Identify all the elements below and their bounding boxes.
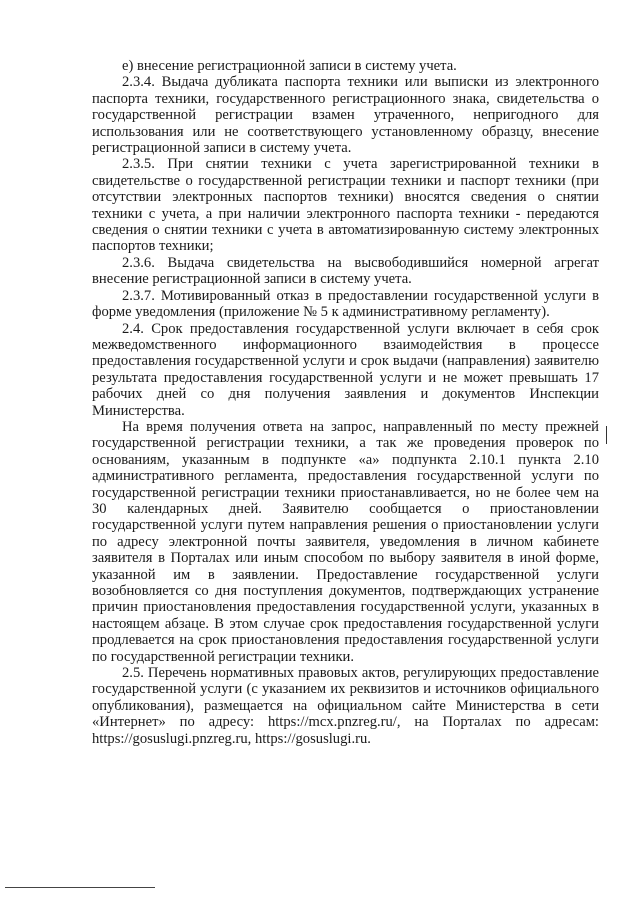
paragraph-2-5: 2.5. Перечень нормативных правовых актов, регулирующих предоставление государственной услуги (с указанием их реквизитов и источников официального опубликования), размещается на официальном сайте Министерства в сети «Интернет» по адресу: https://mcx.pnzreg.ru/, на Порталах по адресам: https://gosuslugi.pnzreg.ru, https://gosuslugi.ru. (92, 665, 599, 747)
paragraph-2-4: 2.4. Срок предоставления государственной услуги включает в себя срок межведомственного информационного взаимодействия в процессе предоставления государственной услуги и срок выдачи (направления) заявителю результата предоставления государственной услуги и не может превышать 17 рабочих дней со дня получения заявления и документов Инспекции Министерства. (92, 320, 599, 419)
paragraph-2-3-6: 2.3.6. Выдача свидетельства на высвободившийся номерной агрегат внесение регистрационной записи в систему учета. (92, 254, 599, 288)
paragraph-2-3-5: 2.3.5. При снятии техники с учета зарегистрированной техники в свидетельстве о государственной регистрации техники и паспорт техники (при отсутствии электронных паспортов техники) вносятся сведения о снятии техники с учета, а при наличии электронного паспорта техники - передаются сведения о снятии техники с учета в автоматизированную систему электронных паспортов техники; (92, 156, 599, 255)
paragraph-2-3-4: 2.3.4. Выдача дубликата паспорта техники или выписки из электронного паспорта техники, государственного регистрационного знака, свидетельства о государственной регистрации взамен утраченного, непригодного для использования или не соответствующего установленному образцу, внесение регистрационной записи в систему учета. (92, 74, 599, 157)
paragraph-suspension: На время получения ответа на запрос, направленный по месту прежней государственной регистрации техники, а так же проведения проверок по основаниям, указанным в подпункте «а» подпункта 2.10.1 пункта 2.10 административного регламента, предоставления государственной услуги по государственной регистрации техники приостанавливается, но не более чем на 30 календарных дней. Заявителю сообщается о приостановлении государственной услуги путем направления решения о приостановлении услуги по адресу электронной почты заявителя, уведомления в личном кабинете заявителя в Порталах или иным способом по выбору заявителя в иной форме, указанной им в заявлении. Предоставление государственной услуги возобновляется со дня поступления документов, подтверждающих устранение причин приостановления предоставления государственной услуги, указанных в настоящем абзаце. В этом случае срок предоставления государственной услуги продлевается на срок приостановления предоставления государственной услуги по государственной регистрации техники. (92, 418, 599, 665)
footnote-separator (5, 887, 155, 888)
document-body (92, 58, 599, 747)
paragraph-2-3-7: 2.3.7. Мотивированный отказ в предоставлении государственной услуги в форме уведомления (приложение № 5 к административному регламенту). (92, 287, 599, 321)
margin-mark (606, 426, 607, 444)
paragraph-item-e: е) внесение регистрационной записи в систему учета. (122, 58, 457, 74)
